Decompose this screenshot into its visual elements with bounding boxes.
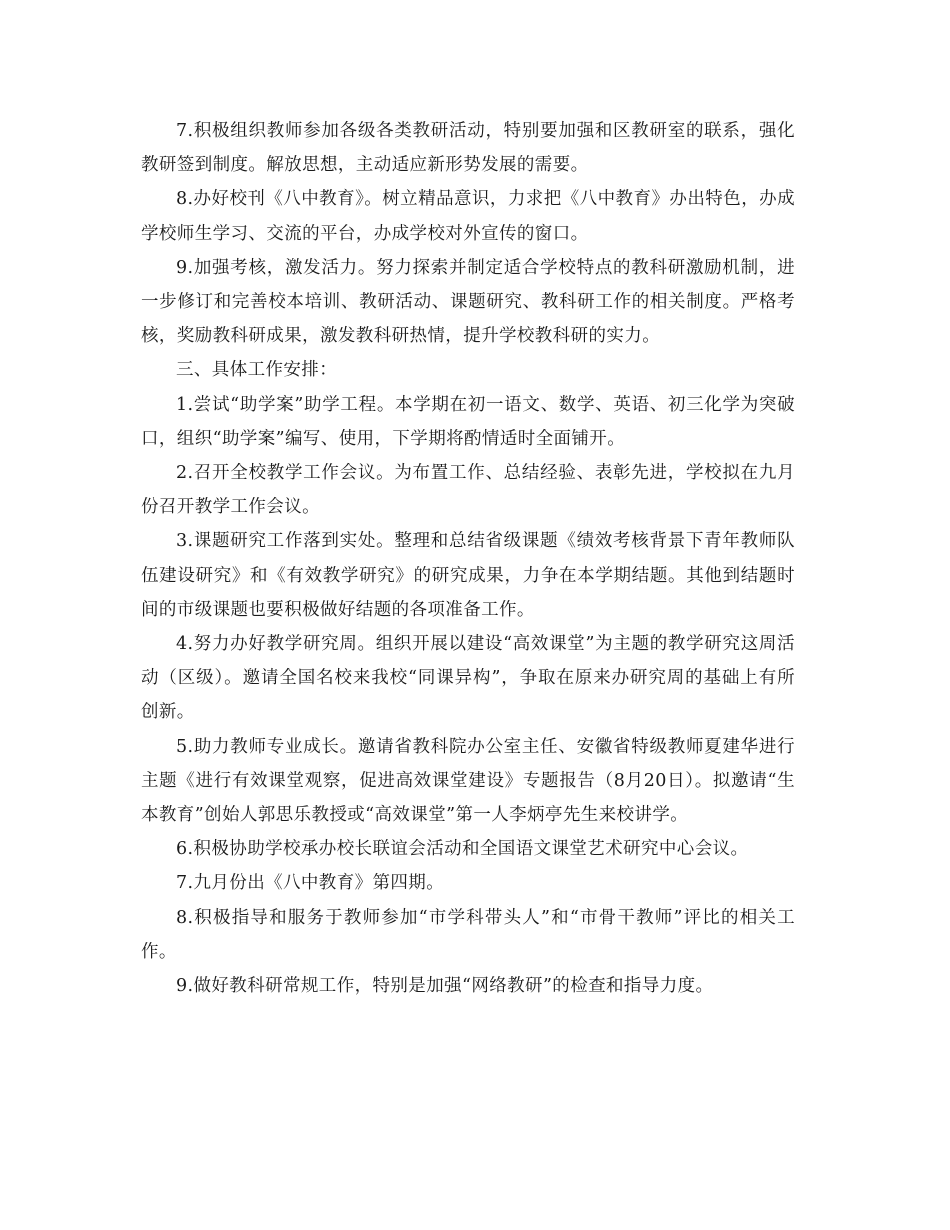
paragraph-arrangement-3: 3.课题研究工作落到实处。整理和总结省级课题《绩效考核背景下青年教师队伍建设研究》和《有效教学研究》的研究成果，力争在本学期结题。其他到结题时间的市级课题也要积极做好结题的各项准备工作。 — [141, 531, 795, 620]
section-heading-work-arrangement: 三、具体工作安排： — [176, 360, 338, 381]
paragraph-item-9-assessment: 9.加强考核，激发活力。努力探索并制定适合学校特点的教科研激励机制，进一步修订和完善校本培训、教研活动、课题研究、教科研工作的相关制度。严格考核，奖励教科研成果，激发教科研热情，提升学校教科研的实力。 — [141, 257, 795, 347]
paragraph-item-8-school-journal: 8.办好校刊《八中教育》。树立精品意识，力求把《八中教育》办出特色，办成学校师生学习、交流的平台，办成学校对外宣传的窗口。 — [141, 189, 795, 244]
paragraph-arrangement-8: 8.积极指导和服务于教师参加“市学科带头人”和“市骨干教师”评比的相关工作。 — [141, 907, 795, 962]
paragraph-arrangement-6: 6.积极协助学校承办校长联谊会活动和全国语文课堂艺术研究中心会议。 — [176, 839, 749, 860]
paragraph-arrangement-5: 5.助力教师专业成长。邀请省教科院办公室主任、安徽省特级教师夏建华进行主题《进行有效课堂观察，促进高效课堂建设》专题报告（8月20日）。拟邀请“生本教育”创始人郭思乐教授或“高效课堂”第一人李炳亭先生来校讲学。 — [141, 736, 795, 826]
document-body — [141, 114, 795, 1003]
paragraph-arrangement-2: 2.召开全校教学工作会议。为布置工作、总结经验、表彰先进，学校拟在九月份召开教学工作会议。 — [141, 463, 795, 518]
paragraph-item-7-teaching-research: 7.积极组织教师参加各级各类教研活动，特别要加强和区教研室的联系，强化教研签到制度。解放思想，主动适应新形势发展的需要。 — [141, 121, 795, 176]
paragraph-arrangement-1: 1.尝试“助学案”助学工程。本学期在初一语文、数学、英语、初三化学为突破口，组织“助学案”编写、使用，下学期将酌情适时全面铺开。 — [141, 394, 795, 449]
paragraph-arrangement-4: 4.努力办好教学研究周。组织开展以建设“高效课堂”为主题的教学研究这周活动（区级）。邀请全国名校来我校“同课异构”，争取在原来办研究周的基础上有所创新。 — [141, 634, 795, 723]
paragraph-arrangement-7: 7.九月份出《八中教育》第四期。 — [176, 873, 445, 894]
paragraph-arrangement-9: 9.做好教科研常规工作，特别是加强“网络教研”的检查和指导力度。 — [176, 976, 714, 997]
